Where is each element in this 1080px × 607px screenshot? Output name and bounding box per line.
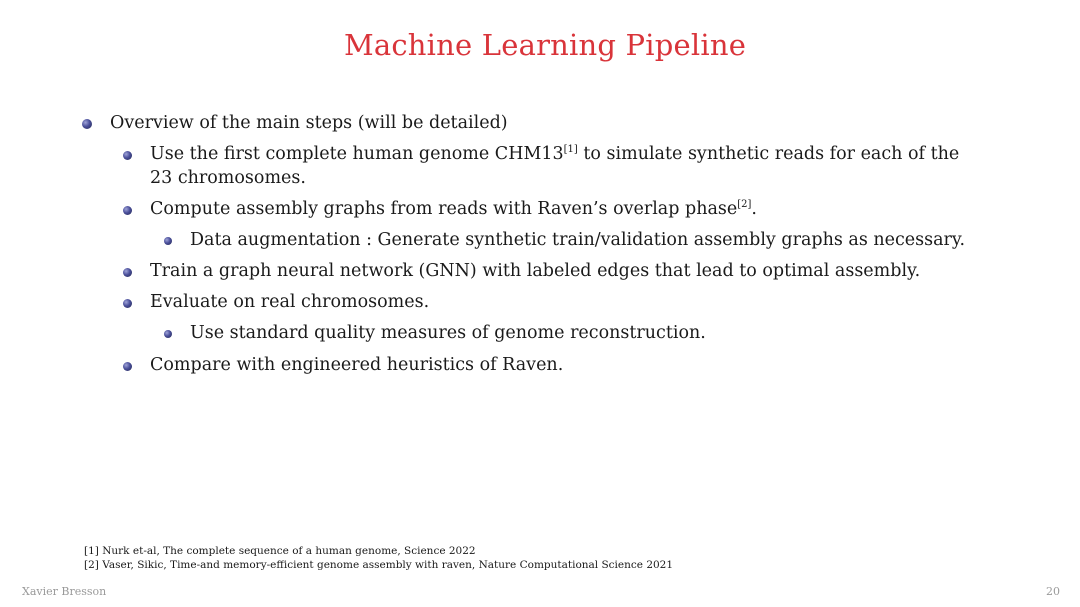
bullet-text: Use standard quality measures of genome reconstruction. (190, 323, 706, 343)
bullet-text: Compare with engineered heuristics of Raven. (150, 355, 564, 375)
bullet-text: 23 chromosomes. (150, 168, 306, 188)
bullet-dot-icon (123, 299, 132, 308)
bullet-item-evaluate (150, 290, 429, 314)
bullet-item-data-augmentation (190, 228, 965, 252)
bullet-dot-icon (164, 237, 172, 245)
bullet-text: . (751, 199, 757, 219)
bullet-text: to simulate synthetic reads for each of the (577, 144, 960, 164)
page-number: 20 (1046, 585, 1060, 598)
bullet-text: Use the first complete human genome CHM13 (150, 144, 564, 164)
bullet-item-assembly-graphs (150, 197, 757, 221)
bullet-text: Data augmentation : Generate synthetic train/validation assembly graphs as necessary. (190, 230, 966, 250)
bullet-text: Evaluate on real chromosomes. (150, 292, 430, 312)
citation-ref: [2] (737, 199, 752, 210)
bullet-item-train-gnn (150, 259, 920, 283)
slide-title: Machine Learning Pipeline (343, 28, 747, 62)
bullet-text: Overview of the main steps (will be detailed) (110, 113, 508, 133)
bullet-item-compare (150, 353, 563, 377)
footnote-2: [2] Vaser, Sikic, Time-and memory-efficient genome assembly with raven, Nature Computational Science 2021 (84, 559, 674, 571)
citation-ref: [1] (563, 144, 578, 155)
footnote-1: [1] Nurk et-al, The complete sequence of a human genome, Science 2022 (84, 545, 476, 557)
bullet-dot-icon (82, 119, 92, 129)
bullet-dot-icon (123, 151, 132, 160)
bullet-dot-icon (164, 330, 172, 338)
bullet-dot-icon (123, 268, 132, 277)
bullet-item-overview (110, 111, 508, 135)
bullet-dot-icon (123, 362, 132, 371)
bullet-item-quality-measures (190, 321, 706, 345)
bullet-item-chm13-continuation (150, 166, 306, 190)
author-name: Xavier Bresson (22, 585, 107, 598)
bullet-item-chm13 (150, 142, 959, 166)
bullet-dot-icon (123, 206, 132, 215)
footnotes (84, 544, 673, 572)
bullet-text: Train a graph neural network (GNN) with labeled edges that lead to optimal assembly. (150, 261, 921, 281)
bullet-text: Compute assembly graphs from reads with Raven’s overlap phase (150, 199, 738, 219)
